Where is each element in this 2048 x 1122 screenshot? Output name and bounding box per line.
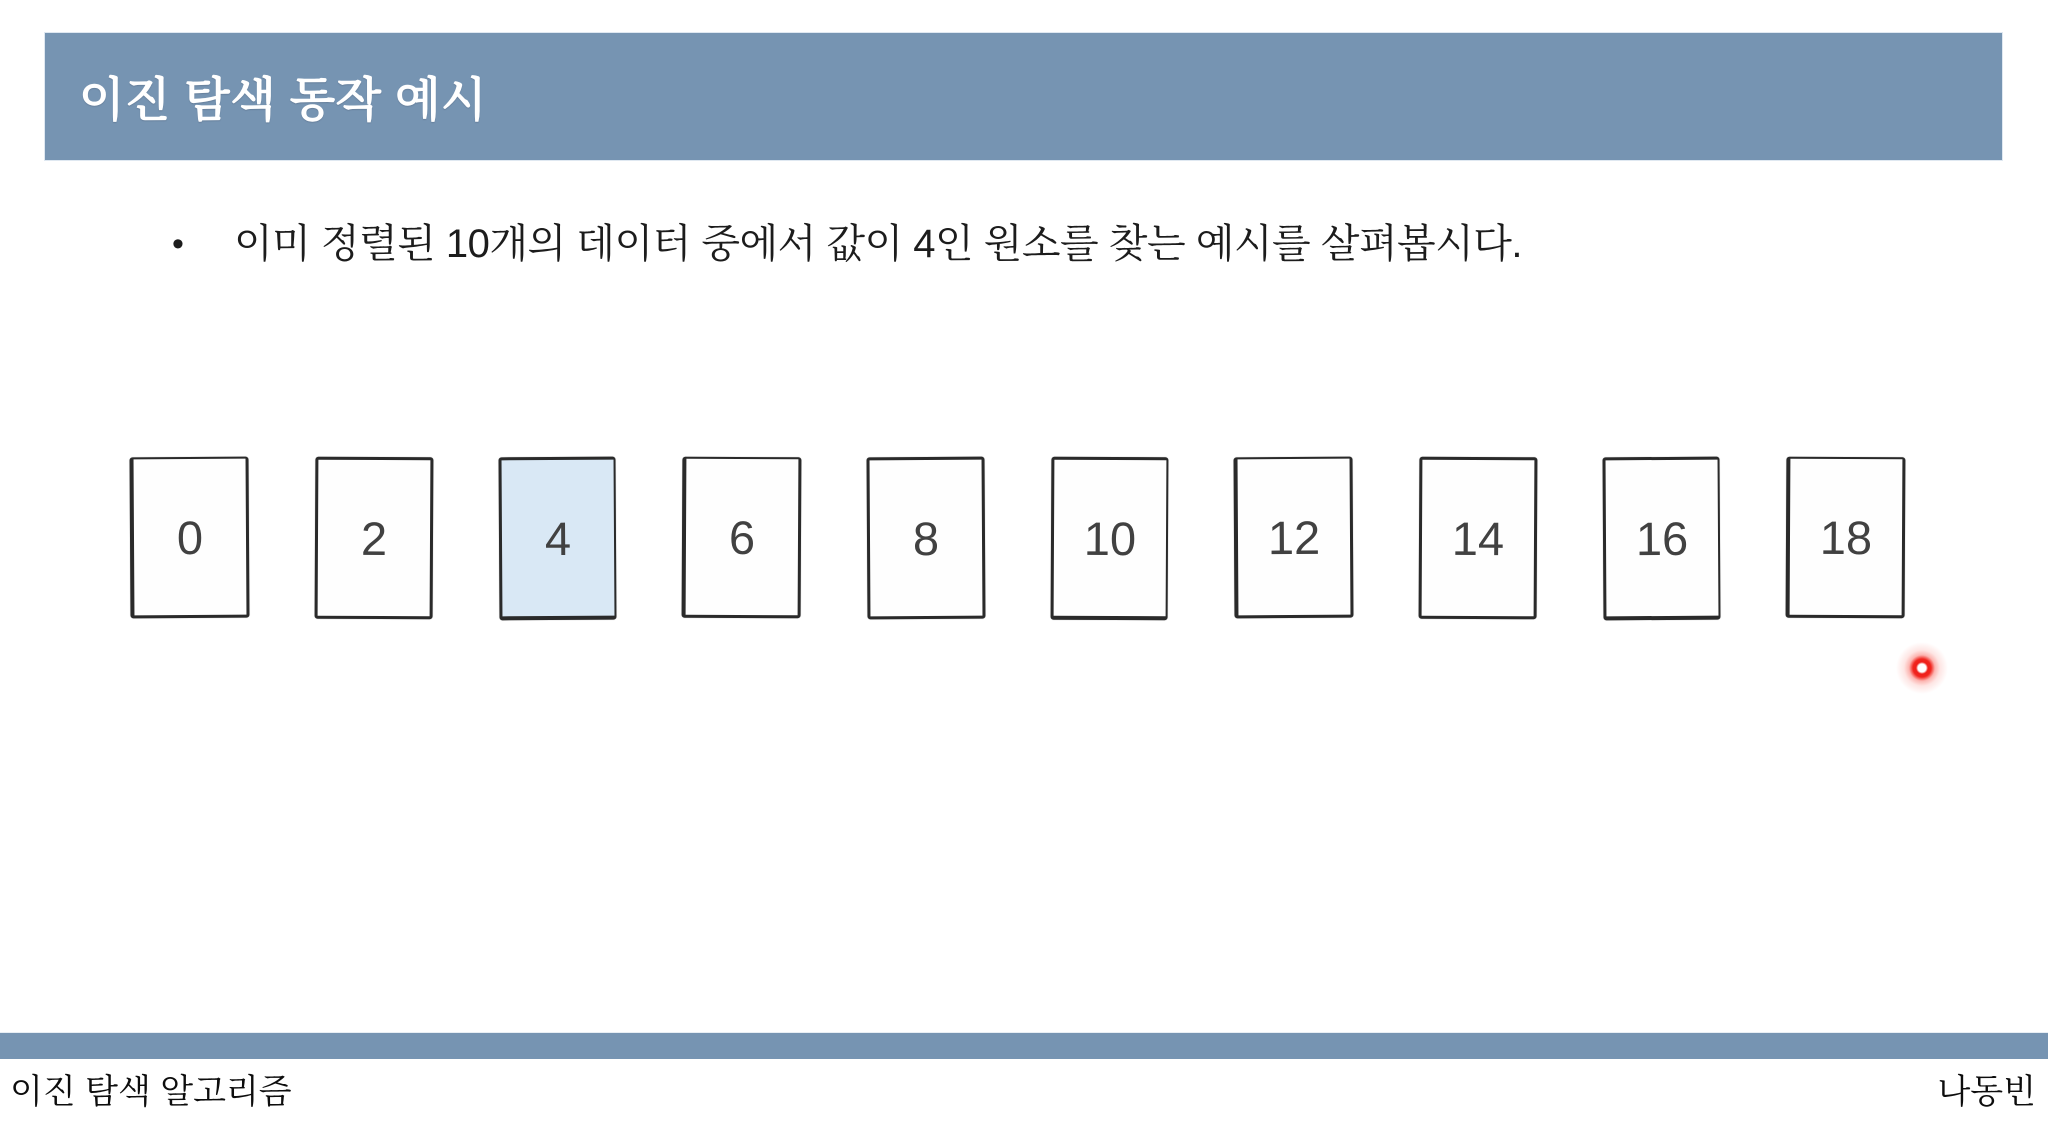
array-box: 12 [1234,457,1354,619]
laser-pointer-dot [1892,638,1952,698]
footer-accent-bar [0,1032,2048,1059]
array-diagram [130,457,1905,620]
slide-title: 이진 탐색 동작 예시 [79,73,487,126]
array-box: 18 [1786,457,1906,619]
bullet-text: 이미 정렬된 10개의 데이터 중에서 값이 4인 원소를 찾는 예시를 살펴봅시다. [234,222,1523,266]
array-box: 6 [682,457,802,619]
array-box: 16 [1603,457,1721,621]
bullet-marker: • [172,225,184,263]
bullet-line [172,218,1522,270]
array-box: 14 [1419,457,1538,620]
footer-author-name: 나동빈 [1937,1073,2036,1111]
array-box: 4 [499,457,617,621]
footer-course-title: 이진 탐색 알고리즘 [10,1073,292,1111]
array-box: 2 [315,457,434,620]
slide-title-bar [45,33,2002,160]
array-box: 10 [1051,457,1169,621]
array-box: 8 [867,457,986,620]
array-box: 0 [130,457,250,619]
